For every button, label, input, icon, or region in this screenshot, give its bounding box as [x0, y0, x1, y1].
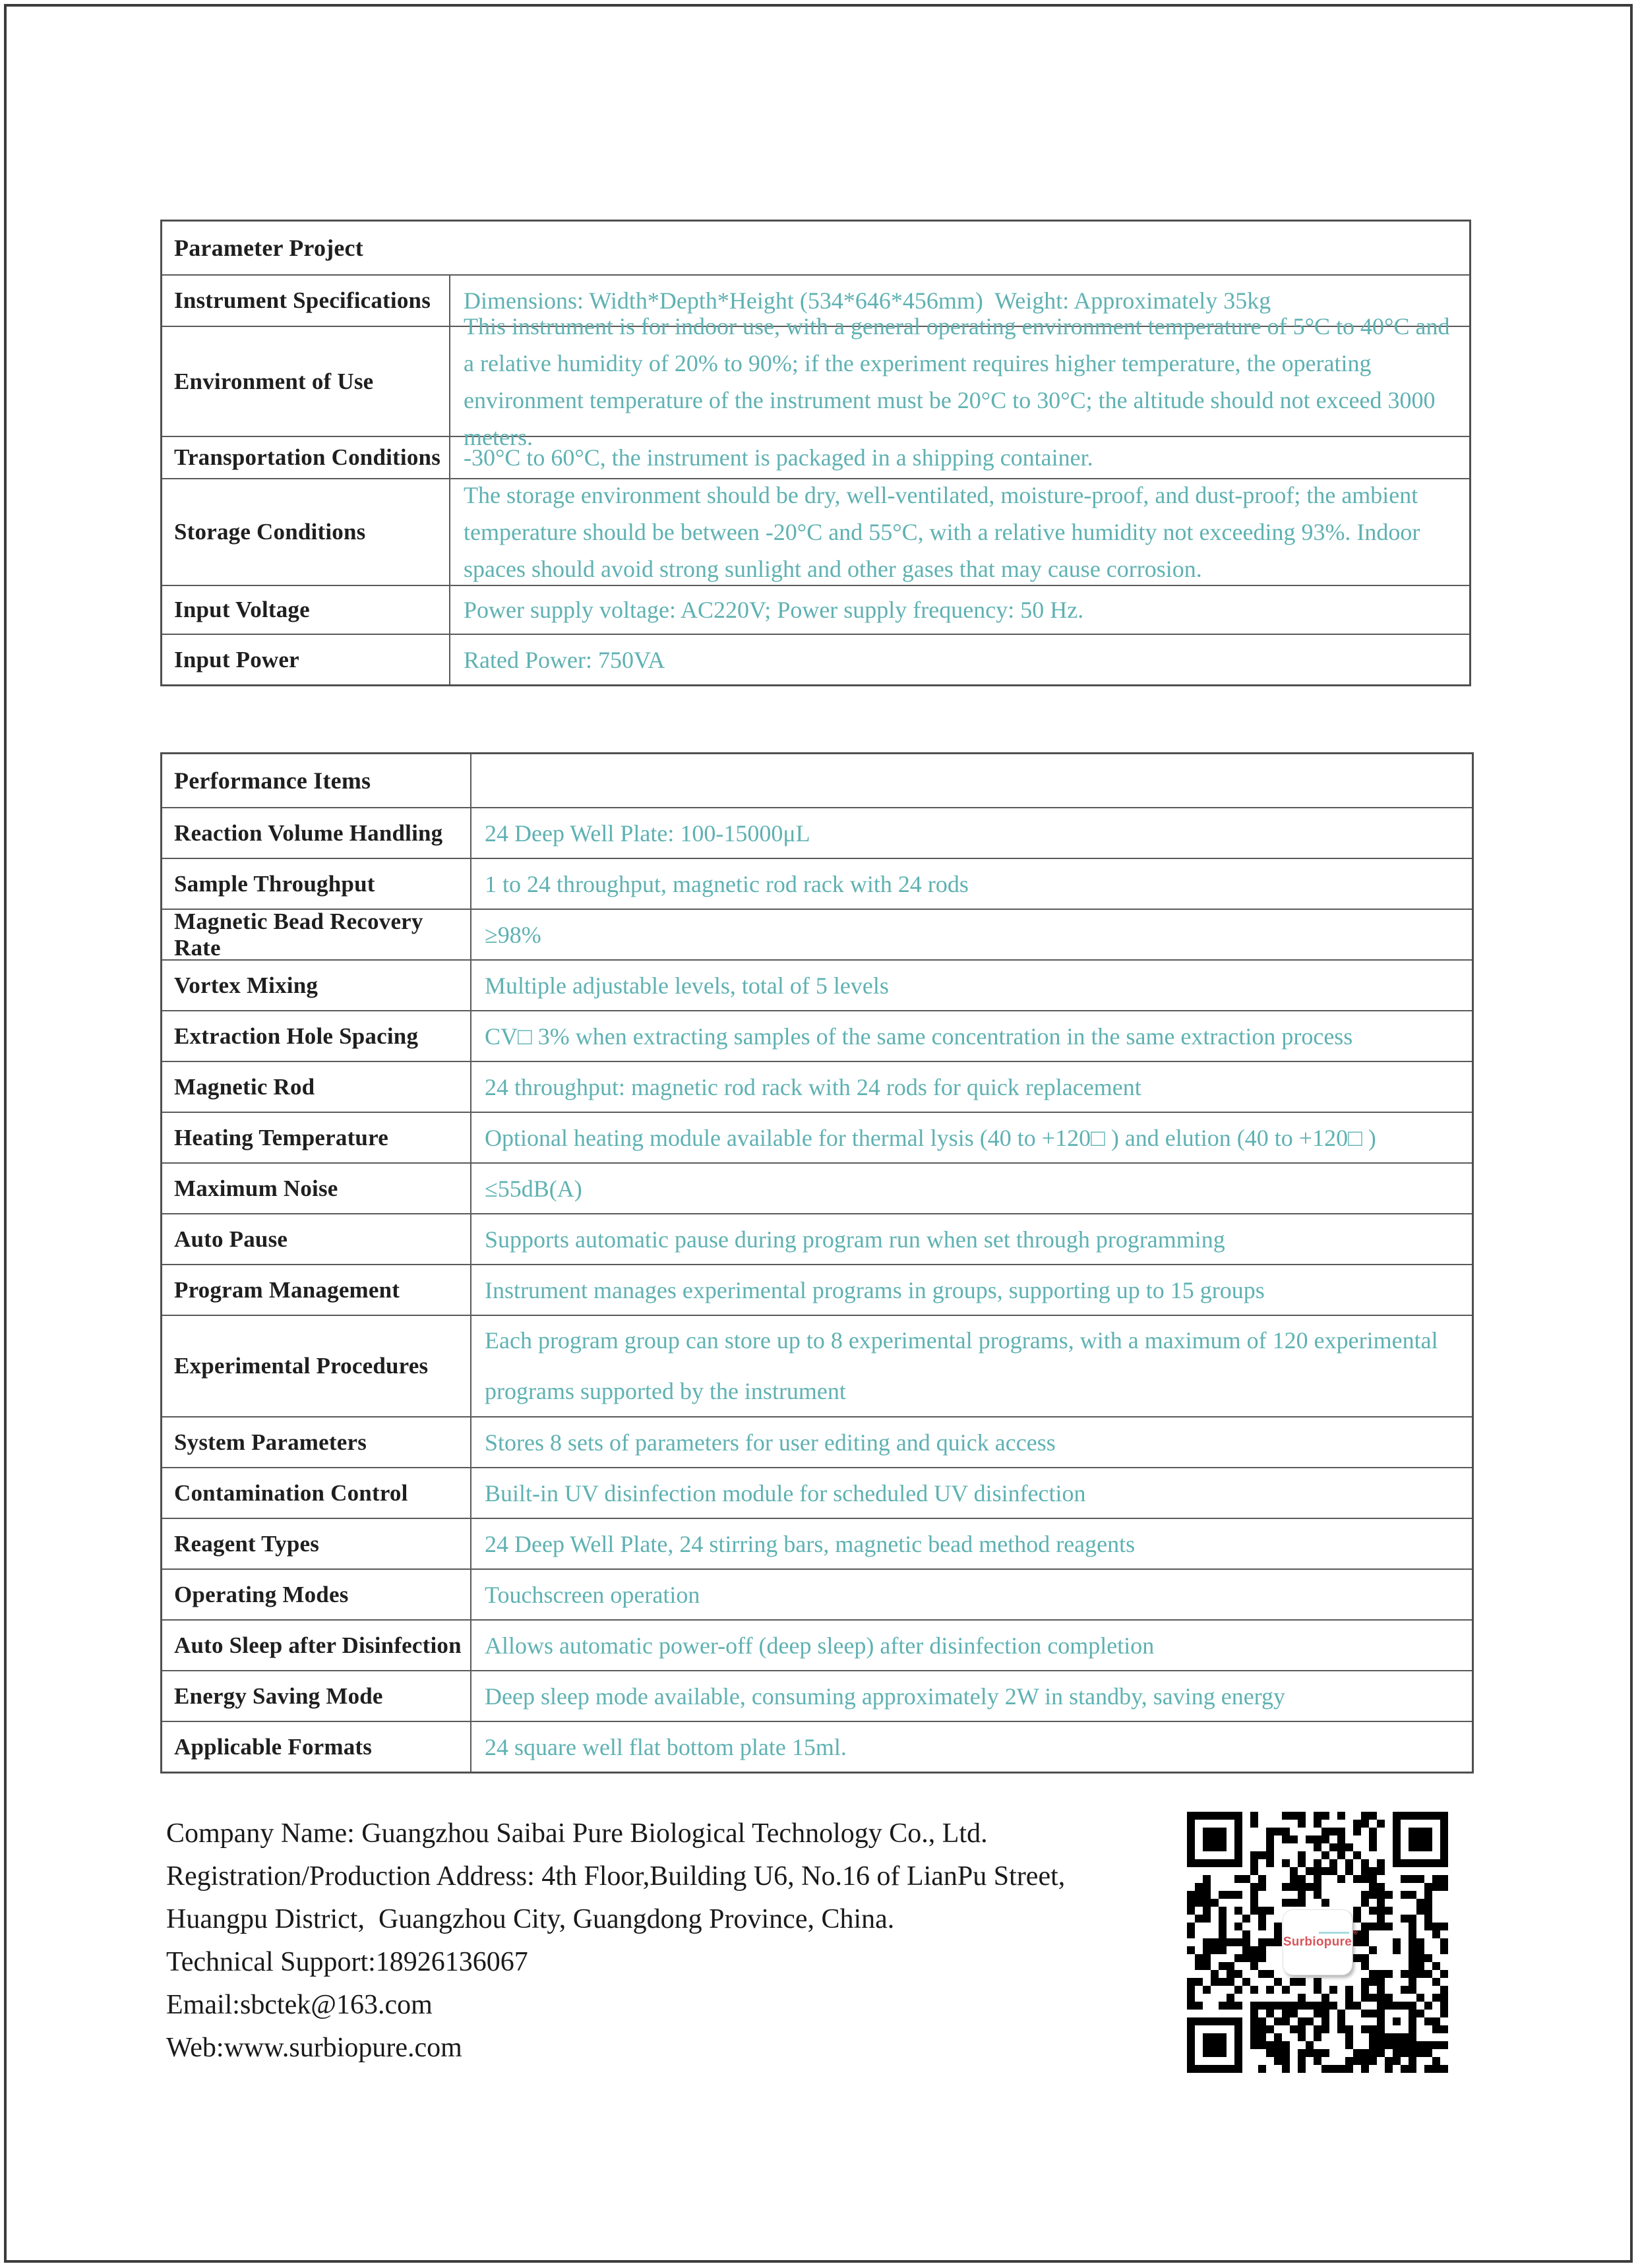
- table-header-row: [162, 222, 1469, 274]
- row-label: Transportation Conditions: [162, 437, 450, 478]
- contact-line: Email:sbctek@163.com: [166, 1989, 433, 2020]
- table-row: [162, 807, 1472, 858]
- row-value: Built-in UV disinfection module for scheduled UV disinfection: [485, 1479, 1086, 1507]
- table-row: [162, 1670, 1472, 1721]
- row-value-cell: [471, 910, 1472, 959]
- logo-accent-bar: [1319, 1932, 1349, 1934]
- row-value: ≥98%: [485, 921, 541, 948]
- row-value: The storage environment should be dry, well-ventilated, moisture-proof, and dust-proof; the ambient temperature should be between -20°C and 55°C, with a relative humidity not exceeding 93%. Indoor spaces should avoid strong sunlight and other gases that may cause corrosion.: [464, 482, 1420, 582]
- brand-wordmark: [1283, 1929, 1358, 1950]
- row-value: Power supply voltage: AC220V; Power supply frequency: 50 Hz.: [464, 597, 1084, 623]
- row-label: Sample Throughput: [162, 859, 471, 909]
- brand-text: Surbiopure: [1283, 1935, 1352, 1949]
- row-label: Vortex Mixing: [162, 961, 471, 1010]
- table-header-empty-cell: [471, 754, 1472, 807]
- row-value-cell: [471, 1519, 1472, 1568]
- row-value-cell: [471, 1011, 1472, 1061]
- performance-items-table: [160, 752, 1474, 1774]
- row-value: Rated Power: 750VA: [464, 646, 665, 673]
- row-value-cell: [471, 1621, 1472, 1670]
- row-value-cell: [450, 313, 1469, 450]
- table-header-row: [162, 754, 1472, 807]
- table-row: [162, 634, 1469, 684]
- row-value: 24 Deep Well Plate: 100-15000μL: [485, 820, 810, 847]
- row-value: ≤55dB(A): [485, 1175, 582, 1202]
- row-value: 24 throughput: magnetic rod rack with 24 rods for quick replacement: [485, 1073, 1141, 1100]
- row-label: Maximum Noise: [162, 1164, 471, 1213]
- row-value: This instrument is for indoor use, with a general operating environment temperature of 5°C to 40°C and a relative humidity of 20% to 90%; if the experiment requires higher temperature, the operating environment temperature of the instrument must be 20°C to 30°C; the altitude should not exceed 3000 meters.: [464, 313, 1450, 450]
- row-label: Storage Conditions: [162, 479, 450, 585]
- table-row: [162, 1112, 1472, 1162]
- row-label: Auto Sleep after Disinfection: [162, 1621, 471, 1670]
- table-row: [162, 1264, 1472, 1315]
- table-row: [162, 1315, 1472, 1416]
- row-label: Operating Modes: [162, 1570, 471, 1619]
- row-value-cell: [471, 961, 1472, 1010]
- row-value-cell: [471, 1265, 1472, 1315]
- table-header-label: Performance Items: [162, 754, 471, 807]
- row-value-cell: [450, 635, 1469, 684]
- table-row: [162, 1518, 1472, 1568]
- row-value-cell: [450, 586, 1469, 634]
- row-label: Magnetic Rod: [162, 1062, 471, 1112]
- contact-block: [166, 1812, 1065, 2069]
- table-row: [162, 1213, 1472, 1264]
- row-value-cell: [471, 1671, 1472, 1721]
- table-row: [162, 1416, 1472, 1467]
- row-value: Multiple adjustable levels, total of 5 levels: [485, 972, 889, 999]
- contact-line: Web:www.surbiopure.com: [166, 2032, 462, 2063]
- table-row: [162, 1568, 1472, 1619]
- qr-logo: [1283, 1909, 1358, 1975]
- row-label: Program Management: [162, 1265, 471, 1315]
- row-label: Energy Saving Mode: [162, 1671, 471, 1721]
- row-value: Dimensions: Width*Depth*Height (534*646*456mm) Weight: Approximately 35kg: [464, 287, 1271, 314]
- row-label: Contamination Control: [162, 1468, 471, 1518]
- row-value: Optional heating module available for thermal lysis (40 to +120□ ) and elution (40 to +120□ ): [485, 1124, 1376, 1151]
- row-label: Auto Pause: [162, 1214, 471, 1264]
- row-value-cell: [450, 437, 1469, 478]
- contact-line: Registration/Production Address: 4th Floor,Building U6, No.16 of LianPu Street,: [166, 1861, 1066, 1892]
- row-label: Instrument Specifications: [162, 276, 450, 326]
- table-row: [162, 858, 1472, 909]
- parameter-project-table: [160, 220, 1471, 686]
- row-label: Reaction Volume Handling: [162, 808, 471, 858]
- row-label: Input Power: [162, 635, 450, 684]
- row-label: Environment of Use: [162, 327, 450, 436]
- row-value: Instrument manages experimental programs in groups, supporting up to 15 groups: [485, 1276, 1265, 1303]
- row-label: Extraction Hole Spacing: [162, 1011, 471, 1061]
- row-label: Applicable Formats: [162, 1722, 471, 1772]
- row-value-cell: [471, 1062, 1472, 1112]
- row-label: System Parameters: [162, 1418, 471, 1467]
- registered-mark-icon: ®: [1353, 1929, 1358, 1936]
- row-value: 1 to 24 throughput, magnetic rod rack with 24 rods: [485, 870, 969, 897]
- table-row: [162, 1467, 1472, 1518]
- row-value: -30°C to 60°C, the instrument is packaged in a shipping container.: [464, 444, 1093, 471]
- row-value: Touchscreen operation: [485, 1581, 700, 1608]
- row-value-cell: [471, 1722, 1472, 1772]
- row-value-cell: [450, 479, 1469, 585]
- row-value-cell: [471, 1316, 1472, 1416]
- table-row: [162, 1619, 1472, 1670]
- row-value-cell: [471, 1418, 1472, 1467]
- row-value-cell: [471, 808, 1472, 858]
- row-value: 24 Deep Well Plate, 24 stirring bars, magnetic bead method reagents: [485, 1530, 1136, 1557]
- row-value-cell: [471, 1468, 1472, 1518]
- table-row: [162, 1061, 1472, 1112]
- row-value-cell: [471, 1113, 1472, 1162]
- contact-line: Company Name: Guangzhou Saibai Pure Biological Technology Co., Ltd.: [166, 1818, 988, 1849]
- table-row: [162, 313, 1469, 450]
- table-row: [162, 436, 1469, 478]
- row-value: Deep sleep mode available, consuming approximately 2W in standby, saving energy: [485, 1683, 1286, 1710]
- contact-line: Huangpu District, Guangzhou City, Guangdong Province, China.: [166, 1903, 895, 1934]
- row-value: CV□ 3% when extracting samples of the same concentration in the same extraction process: [485, 1023, 1353, 1050]
- row-label: Experimental Procedures: [162, 1316, 471, 1416]
- table-header-label: Parameter Project: [174, 235, 363, 261]
- row-label: Heating Temperature: [162, 1113, 471, 1162]
- row-value: Allows automatic power-off (deep sleep) after disinfection completion: [485, 1632, 1155, 1659]
- table-row: [162, 1010, 1472, 1061]
- table-row: [162, 1721, 1472, 1772]
- row-value-cell: [471, 1570, 1472, 1619]
- row-label: Reagent Types: [162, 1519, 471, 1568]
- row-value-cell: [471, 859, 1472, 909]
- contact-line: Technical Support:18926136067: [166, 1946, 528, 1977]
- row-value-cell: [471, 1214, 1472, 1264]
- table-row: [162, 1162, 1472, 1213]
- row-value: Stores 8 sets of parameters for user editing and quick access: [485, 1429, 1056, 1456]
- row-value: 24 square well flat bottom plate 15ml.: [485, 1733, 847, 1760]
- row-label: Input Voltage: [162, 586, 450, 634]
- row-label: Magnetic Bead Recovery Rate: [162, 910, 471, 959]
- row-value: Supports automatic pause during program run when set through programming: [485, 1226, 1225, 1253]
- table-row: [162, 959, 1472, 1010]
- row-value-cell: [471, 1164, 1472, 1213]
- table-row: [162, 585, 1469, 634]
- table-row: [162, 909, 1472, 959]
- row-value: Each program group can store up to 8 experimental programs, with a maximum of 120 experimental programs supported by the instrument: [485, 1327, 1438, 1404]
- qr-code: [1187, 1812, 1448, 2073]
- table-row: [162, 478, 1469, 585]
